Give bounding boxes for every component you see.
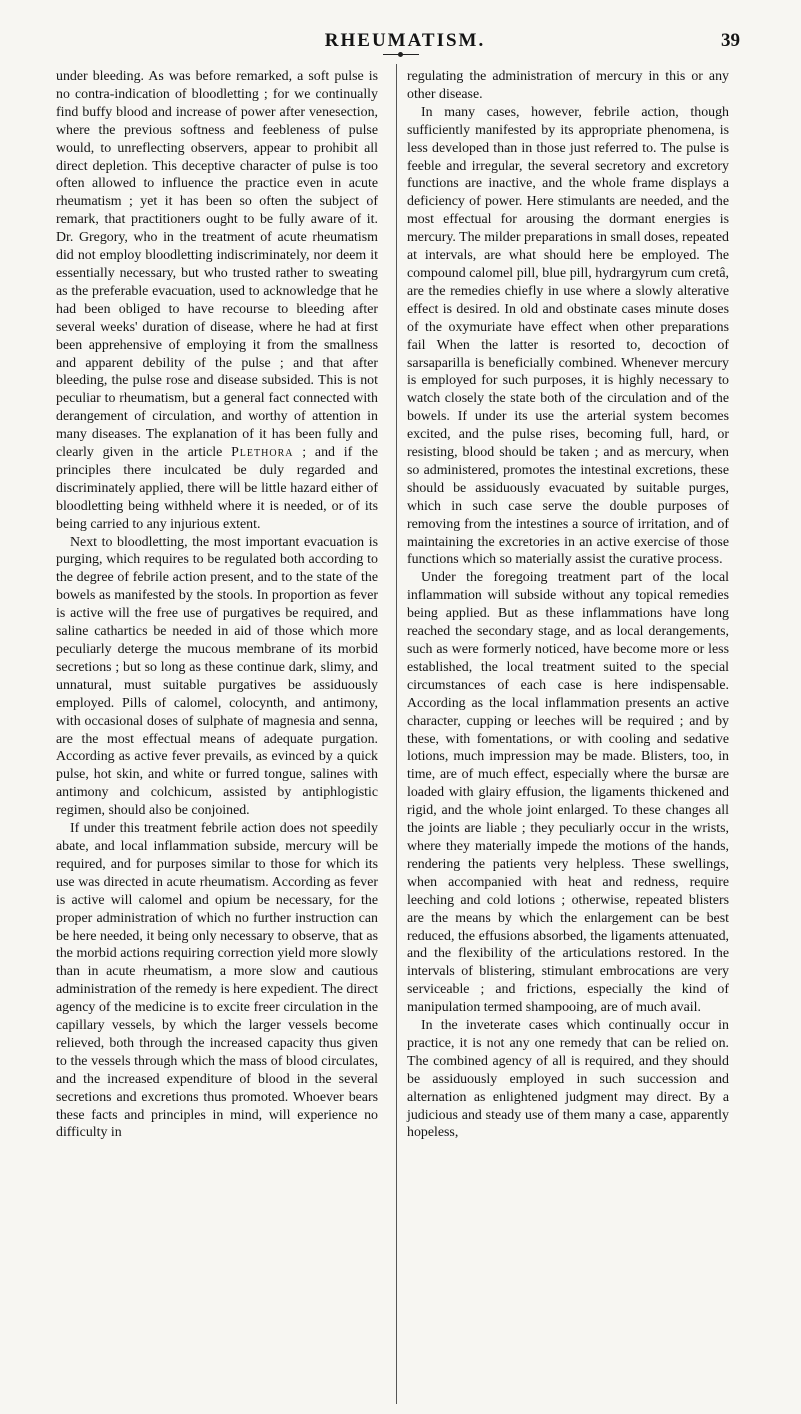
paragraph: If under this treatment febrile action does not speedily abate, and local inflammation subside, mercury will be required, and for purposes similar to those for which its use was directed in acute rheumatism. According as fever is active will calomel and opium be necessary, for the proper administration of which no further instruction can be here needed, it being only necessary to observe, that as the morbid actions requiring correction yield more slowly than in acute rheumatism, a more slow and cautious administration of the remedy is here expedient. The direct agency of the medicine is to excite freer circulation in the capillary vessels, by which the larger vessels become relieved, both through the increased capacity thus given to the vessels through which the mass of blood circulates, and the increased expenditure of blood in the several secretions and excretions thus promoted. Whoever bears these facts and principles in mind, will experience no difficulty in [56, 821, 378, 1141]
left-column [56, 68, 378, 1142]
paragraph-text: ; and if the principles there inculcated be duly regarded and discriminately applied, there will be little hazard either of bloodletting being withheld where it is needed, or of its being carried to any injurious extent. [56, 445, 379, 532]
paragraph: In the inveterate cases which continually occur in practice, it is not any one remedy that can be relied on. The combined agency of all is required, and they should be assiduously employed in such succession and alternation as enlightened judgment may direct. By a judicious and steady use of them many a case, apparently hopeless, [407, 1018, 729, 1141]
paragraph [56, 68, 378, 534]
page-header [70, 30, 740, 54]
page-number: 39 [721, 30, 740, 51]
paragraph-text: under bleeding. As was before remarked, a soft pulse is no contra-indication of bloodletting ; for we continually find buffy blood and increase of power after venesection, where the previous softness and feebleness of pulse would, to unreflecting observers, appear to prohibit all direct depletion. This deceptive character of pulse is too often allowed to influence the practice even in acute rheumatism ; yet it has been so often the subject of remark, that practitioners ought to be fully aware of it. Dr. Gregory, who in the treatment of acute rheumatism did not employ bloodletting indiscriminately, nor deem it essentially necessary, but who trusted rather to sweating as the preferable evacuation, used to acknowledge that he had been obliged to have recourse to bleeding after several weeks' duration of disease, where he had at first been apprehensive of employing it from the smallness and apparent debility of the pulse ; and that after bleeding, the pulse rose and disease subsided. This is not peculiar to rheumatism, but a general fact connected with derangement of circulation, and worthy of attention in many diseases. The explanation of it has been fully and clearly given in the article [56, 69, 378, 461]
cross-reference-link: Plethora [231, 445, 294, 461]
running-title: RHEUMATISM. [324, 30, 486, 51]
paragraph: In many cases, however, febrile action, though sufficiently manifested by its appropriate phenomena, is less developed than in those just referred to. The pulse is feeble and irregular, the several secretory and excretory functions are inactive, and the whole frame displays a deficiency of power. Here stimulants are needed, and the most effectual for arousing the dormant energies is mercury. The milder preparations in small doses, repeated at intervals, are what should here be employed. The compound calomel pill, blue pill, hydrargyrum cum cretâ, are the remedies chiefly in use where a slowly alterative effect is desired. In old and obstinate cases minute doses of the oxymuriate have effect when other preparations fail When the latter is resorted to, decoction of sarsaparilla is beneficially combined. Whenever mercury is employed for such purposes, it is highly necessary to watch closely the state both of the circulation and of the bowels. If under its use the arterial system becomes excited, and the pulse rises, becoming full, hard, or resisting, blood should be taken ; and as mercury, when so administered, promotes the intestinal excretions, these should be assiduously evacuated by suitable purges, which in such case serve the double purposes of removing from the intestines a source of irritation, and of maintaining the excretories in an active exercise of those functions which so materially assist the curative process. [407, 104, 729, 568]
right-column [407, 68, 729, 1142]
paragraph: regulating the administration of mercury in this or any other disease. [407, 69, 729, 102]
paragraph: Next to bloodletting, the most important evacuation is purging, which requires to be regulated both according to the degree of febrile action present, and to the state of the bowels as manifested by the stools. In proportion as fever is active will the free use of purgatives be required, and saline cathartics be needed in aid of those which more peculiarly deterge the mucous membrane of its morbid secretions ; but so long as these continue dark, slimy, and unnatural, must suitable purgatives be assiduously employed. Pills of calomel, colocynth, and antimony, with occasional doses of sulphate of magnesia and senna, are the most effectual means of adequate purgation. According as active fever prevails, as evinced by a quick pulse, hot skin, and white or furred tongue, salines with antimony and colchicum, assisted by antiphlogistic regimen, should also be conjoined. [56, 534, 378, 819]
paragraph: Under the foregoing treatment part of the local inflammation will subside without any topical remedies being applied. But as these inflammations have long reached the secondary stage, and as local derangements, such as were formerly noticed, have become more or less established, the local treatment suited to the special circumstances of each case is here indispensable. According as the local inflammation presents an active character, cupping or leeches will be required ; and by these, with fomentations, or with cooling and sedative lotions, much impression may be made. Blisters, too, in time, are of much effect, especially where the bursæ are loaded with glairy effusion, the ligaments thickened and rigid, and the whole joint enlarged. To these changes all the joints are liable ; they peculiarly occur in the wrists, where they materially impede the motions of the hands, rendering the patients very helpless. These swellings, when accompanied with heat and redness, require leeching and cold lotions ; otherwise, repeated blisters are the means by which the enlargement can be best reduced, the effusions absorbed, the ligaments attenuated, and the flexibility of the articulations restored. In the intervals of blistering, stimulant embrocations are very serviceable ; and frictions, especially the kind of manipulation termed shampooing, are of much avail. [407, 570, 729, 1016]
column-divider [396, 64, 397, 1404]
header-ornament [383, 54, 419, 56]
